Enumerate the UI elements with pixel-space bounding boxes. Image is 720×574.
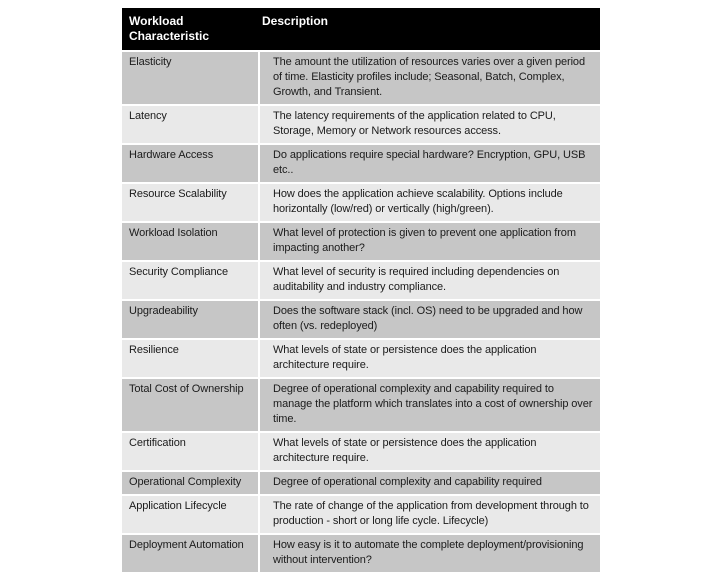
description-cell: What levels of state or persistence does the application architecture require. [260,433,600,470]
characteristic-cell: Workload Isolation [122,223,258,260]
table-row [122,52,600,104]
table-header-row [122,8,600,50]
characteristic-cell: Latency [122,106,258,143]
header-description: Description [262,14,329,28]
characteristic-cell: Upgradeability [122,301,258,338]
description-cell: What levels of state or persistence does the application architecture require. [260,340,600,377]
table-row [122,472,600,494]
characteristic-cell: Resource Scalability [122,184,258,221]
header-characteristic: Workload Characteristic [129,14,210,43]
characteristic-cell: Total Cost of Ownership [122,379,258,431]
table-row [122,340,600,377]
characteristic-cell: Elasticity [122,52,258,104]
characteristic-cell: Resilience [122,340,258,377]
description-cell: Do applications require special hardware? Encryption, GPU, USB etc.. [260,145,600,182]
characteristic-cell: Certification [122,433,258,470]
description-cell: The amount the utilization of resources varies over a given period of time. Elasticity profiles include; Seasonal, Batch, Complex, Growth, and Transient. [260,52,600,104]
characteristic-cell: Deployment Automation [122,535,258,572]
table-row [122,223,600,260]
description-cell: What level of security is required including dependencies on auditability and industry compliance. [260,262,600,299]
description-cell: What level of protection is given to prevent one application from impacting another? [260,223,600,260]
table-row [122,496,600,533]
table-row [122,301,600,338]
table-row [122,379,600,431]
characteristic-cell: Operational Complexity [122,472,258,494]
description-cell: How easy is it to automate the complete deployment/provisioning without intervention? [260,535,600,572]
description-cell: Degree of operational complexity and capability required to manage the platform which translates into a cost of ownership over time. [260,379,600,431]
characteristic-cell: Application Lifecycle [122,496,258,533]
description-cell: Does the software stack (incl. OS) need to be upgraded and how often (vs. redeployed) [260,301,600,338]
table-row [122,145,600,182]
description-cell: The rate of change of the application from development through to production - short or long life cycle. Lifecycle) [260,496,600,533]
description-cell: Degree of operational complexity and capability required [260,472,600,494]
table-row [122,106,600,143]
table-row [122,184,600,221]
description-cell: The latency requirements of the application related to CPU, Storage, Memory or Network resources access. [260,106,600,143]
table-row [122,535,600,572]
table-row [122,262,600,299]
table-row [122,433,600,470]
workload-characteristics-table [122,8,600,574]
description-cell: How does the application achieve scalability. Options include horizontally (low/red) or vertically (high/green). [260,184,600,221]
characteristic-cell: Security Compliance [122,262,258,299]
characteristic-cell: Hardware Access [122,145,258,182]
